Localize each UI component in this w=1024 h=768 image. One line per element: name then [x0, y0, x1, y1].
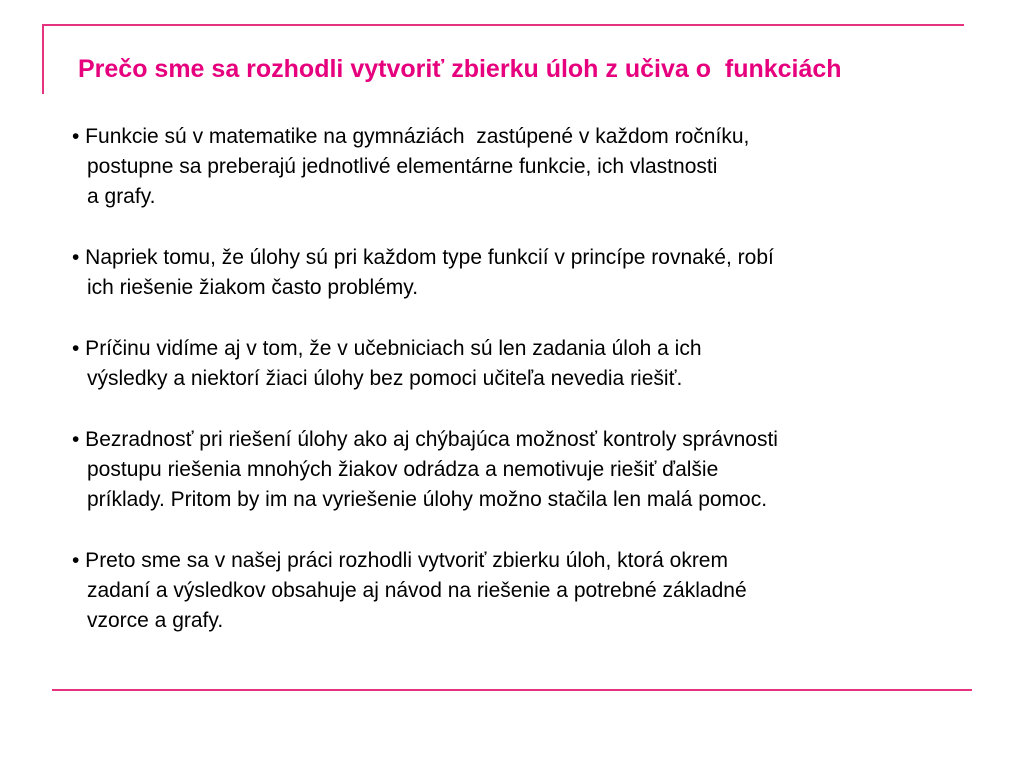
bullet-line: výsledky a niektorí žiaci úlohy bez pomoci učiteľa nevedia riešiť.	[87, 367, 683, 390]
bullet-line: • Preto sme sa v našej práci rozhodli vytvoriť zbierku úloh, ktorá okrem	[72, 549, 728, 572]
bullet-line: postupu riešenia mnohých žiakov odrádza a nemotivuje riešiť ďalšie	[87, 458, 719, 481]
bullet-line: • Funkcie sú v matematike na gymnáziách zastúpené v každom ročníku,	[72, 125, 750, 148]
bullet-line: vzorce a grafy.	[87, 609, 224, 632]
bullet-line: • Príčinu vidíme aj v tom, že v učebniciach sú len zadania úloh a ich	[72, 337, 702, 360]
bullet-line: zadaní a výsledkov obsahuje aj návod na riešenie a potrebné základné	[87, 579, 747, 602]
bullet-line: ich riešenie žiakom často problémy.	[87, 276, 419, 299]
bullet-line: príklady. Pritom by im na vyriešenie úlohy možno stačila len malá pomoc.	[87, 488, 768, 511]
left-divider	[42, 24, 44, 94]
bullet-line: • Bezradnosť pri riešení úlohy ako aj chýbajúca možnosť kontroly správnosti	[72, 428, 778, 451]
bullet-item-3	[72, 334, 972, 394]
bullet-item-1	[72, 122, 972, 212]
bullet-item-5	[72, 546, 972, 636]
bullet-line: postupne sa preberajú jednotlivé elementárne funkcie, ich vlastnosti	[87, 155, 718, 178]
bullet-item-2	[72, 243, 972, 303]
top-divider	[42, 24, 964, 26]
bullet-item-4	[72, 425, 972, 515]
slide-title: Prečo sme sa rozhodli vytvoriť zbierku úloh z učiva o funkciách	[78, 55, 842, 83]
bottom-divider	[52, 689, 972, 691]
bullet-line: • Napriek tomu, že úlohy sú pri každom type funkcií v princípe rovnaké, robí	[72, 246, 774, 269]
bullet-list	[72, 122, 972, 667]
bullet-line: a grafy.	[87, 185, 156, 208]
